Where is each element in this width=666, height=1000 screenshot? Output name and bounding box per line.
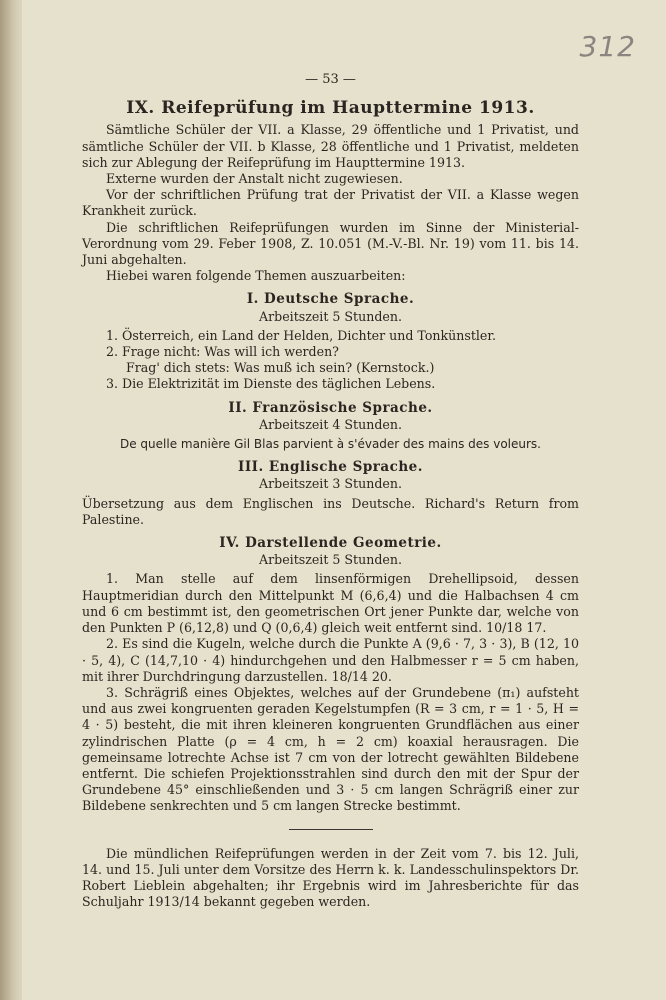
german-topic-3: 3. Die Elektrizität im Dienste des täglichen Lebens. bbox=[106, 376, 436, 392]
pencil-page-mark: 312 bbox=[579, 30, 636, 63]
closing-paragraph: Die mündlichen Reifeprüfungen werden in der Zeit vom 7. bis 12. Juli, 14. und 15. Juli unter dem Vorsitze des Herrn k. k. Landesschulinspektors Dr. Robert Lieblein abgehalten; ihr Ergebnis wird im Jahresberichte für das Schuljahr 1913/14 bekannt gegeben werden. bbox=[82, 845, 579, 910]
section-heading-french: II. Französische Sprache. bbox=[228, 399, 433, 416]
page-number: — 53 — bbox=[305, 72, 356, 87]
intro-paragraph-1: Sämtliche Schüler der VII. a Klasse, 29 öffentliche und 1 Privatist, und sämtliche Schüler der VII. b Klasse, 28 öffentliche und 1 Privatist, meldeten sich zur Ablegung der Reifeprüfung im Haupttermine 1913. bbox=[82, 122, 579, 170]
geometry-problem-3: 3. Schrägriß eines Objektes, welches auf der Grundebene (π₁) aufsteht und aus zwei kongruenten geraden Kegelstumpfen (R = 3 cm, r = 1 · 5, H = 4 · 5) besteht, die mit ihren kleineren kongruenten Grundflächen aus einer zylindrischen Platte (ρ = 4 cm, h = 2 cm) koaxial herausragen. Die gemeinsame lotrechte Achse ist 7 cm von der lotrecht gewählten Bildebene entfernt. Die schiefen Projektionsstrahlen sind durch den mit der Spur der Grundebene 45° einschließenden und 3 · 5 cm langen Schrägriß einer zur Bildebene senkrechten und 5 cm langen Strecke bestimmt. bbox=[82, 684, 579, 814]
intro-paragraph-4: Die schriftlichen Reifeprüfungen wurden im Sinne der Ministerial-Verordnung vom 29. Feber 1908, Z. 10.051 (M.-V.-Bl. Nr. 19) vom 11. bis 14. Juni abgehalten. bbox=[82, 219, 579, 268]
intro-paragraph-2: Externe wurden der Anstalt nicht zugewiesen. bbox=[106, 171, 403, 187]
page-content bbox=[82, 72, 579, 910]
geometry-problem-1: 1. Man stelle auf dem linsenförmigen Drehellipsoid, dessen Hauptmeridian durch den Mittelpunkt M (6,6,4) und die Halbachsen 4 cm und 6 cm bestimmt ist, den geometrischen Ort jener Punkte dar, welche von den Punkten P (6,12,8) und Q (0,6,4) gleich weit entfernt sind. 10/18 17. bbox=[82, 571, 579, 636]
section-heading-geometry: IV. Darstellende Geometrie. bbox=[219, 535, 442, 552]
document-page bbox=[22, 0, 666, 1000]
intro-paragraph-5: Hiebei waren folgende Themen auszuarbeiten: bbox=[106, 268, 406, 284]
section-time-english: Arbeitszeit 3 Stunden. bbox=[259, 476, 402, 492]
book-spine bbox=[0, 0, 22, 1000]
section-time-geometry: Arbeitszeit 5 Stunden. bbox=[259, 552, 402, 568]
french-topic: De quelle manière Gil Blas parvient à s'évader des mains des voleurs. bbox=[119, 437, 541, 452]
german-topic-1: 1. Österreich, ein Land der Helden, Dichter und Tonkünstler. bbox=[106, 327, 497, 343]
geometry-problem-2: 2. Es sind die Kugeln, welche durch die Punkte A (9,6 · 7, 3 · 3), B (12, 10 · 5, 4), C (14,7,10 · 4) hindurchgehen und den Halbmesser r = 5 cm haben, mit ihrer Durchdringung darzustellen. 18/14 20. bbox=[82, 636, 579, 684]
chapter-title: IX. Reifeprüfung im Haupttermine 1913. bbox=[126, 98, 535, 119]
section-heading-german: I. Deutsche Sprache. bbox=[246, 291, 415, 308]
intro-paragraph-3: Vor der schriftlichen Prüfung trat der Privatist der VII. a Klasse wegen Krankheit zurück. bbox=[82, 187, 579, 219]
german-topic-2: 2. Frage nicht: Was will ich werden? bbox=[106, 344, 339, 360]
section-time-french: Arbeitszeit 4 Stunden. bbox=[259, 416, 402, 432]
section-heading-english: III. Englische Sprache. bbox=[238, 459, 423, 476]
section-time-german: Arbeitszeit 5 Stunden. bbox=[259, 308, 402, 324]
english-topic: Übersetzung aus dem Englischen ins Deutsche. Richard's Return from Palestine. bbox=[82, 495, 579, 527]
german-topic-2-continuation: Frag' dich stets: Was muß ich sein? (Kernstock.) bbox=[126, 360, 435, 376]
section-divider bbox=[289, 829, 373, 830]
